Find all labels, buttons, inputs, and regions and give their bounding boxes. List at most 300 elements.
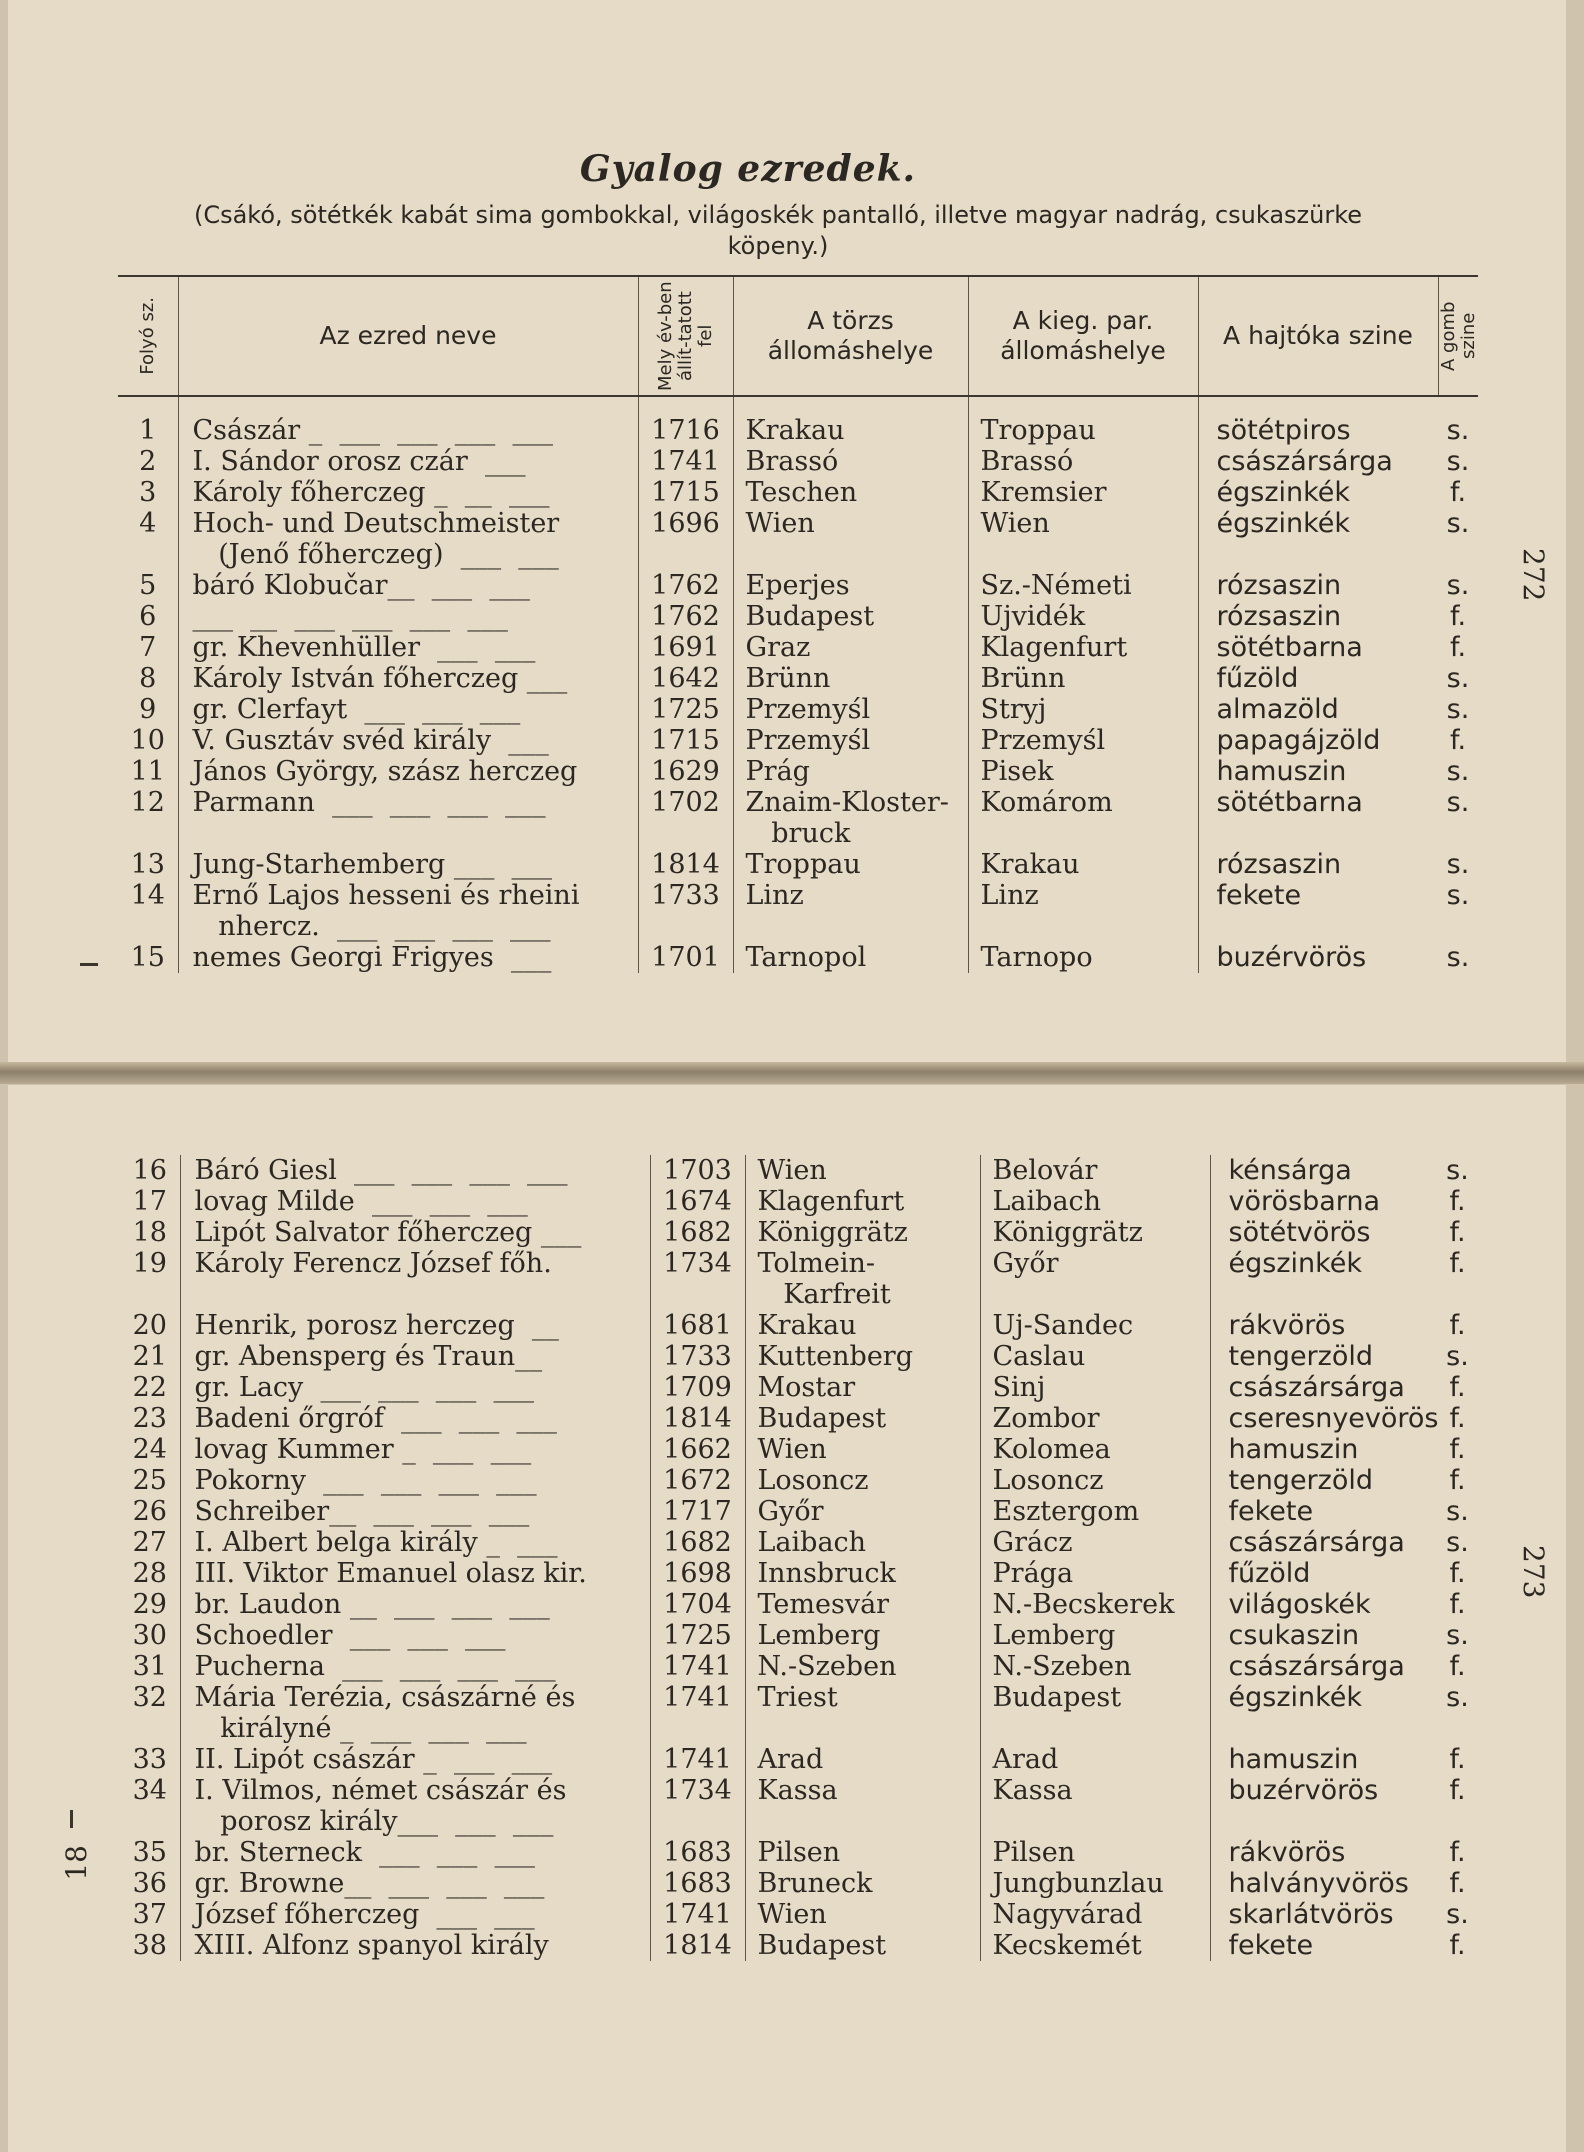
hq-station: Kuttenberg: [745, 1341, 980, 1372]
hq-station: Linz: [733, 880, 968, 942]
row-number: 35: [120, 1837, 180, 1868]
row-number: 25: [120, 1465, 180, 1496]
founding-year: 1814: [650, 1930, 745, 1961]
regiment-name: Károly főherczeg _ __ ___: [178, 477, 638, 508]
table-row: [120, 1620, 1480, 1651]
regiment-name: II. Lipót császár _ ___ ___: [180, 1744, 650, 1775]
regiment-name: Lipót Salvator főherczeg ___: [180, 1217, 650, 1248]
regiment-name: gr. Lacy ___ ___ ___ ___: [180, 1372, 650, 1403]
table-row: [118, 601, 1478, 632]
hq-station: Losoncz: [745, 1465, 980, 1496]
founding-year: 1642: [638, 663, 733, 694]
regiment-name: Károly Ferencz József főh.: [180, 1248, 650, 1310]
facing-color: cseresnyevörös: [1228, 1403, 1439, 1434]
reserve-station: Grácz: [980, 1527, 1210, 1558]
regiment-name: Badeni őrgróf ___ ___ ___: [180, 1403, 650, 1434]
button-color: f.: [1449, 1248, 1466, 1279]
facing-color: hamuszin: [1228, 1434, 1359, 1465]
facing-color: csukaszin: [1228, 1620, 1360, 1651]
facing-color: rákvörös: [1228, 1310, 1346, 1341]
founding-year: 1717: [650, 1496, 745, 1527]
button-color: f.: [1449, 1775, 1466, 1806]
reserve-station: Esztergom: [980, 1496, 1210, 1527]
button-color: s.: [1446, 756, 1470, 787]
row-number: 33: [120, 1744, 180, 1775]
button-color: f.: [1449, 477, 1467, 508]
hq-station: Königgrätz: [745, 1217, 980, 1248]
page-number-273: 273: [1517, 1545, 1550, 1599]
hq-station: Tarnopol: [733, 942, 968, 973]
reserve-station: Kolomea: [980, 1434, 1210, 1465]
facing-color: sötétbarna: [1216, 787, 1363, 818]
header-no: Folyó sz.: [118, 276, 178, 396]
regiment-name: gr. Abensperg és Traun__: [180, 1341, 650, 1372]
hq-station: Klagenfurt: [745, 1186, 980, 1217]
reserve-station: Belovár: [980, 1155, 1210, 1186]
facing-color: sötétpiros: [1216, 415, 1351, 446]
row-number: 2: [118, 446, 178, 477]
reserve-station: Jungbunzlau: [980, 1868, 1210, 1899]
book-fold: [0, 1062, 1584, 1084]
upper-page: [8, 0, 1566, 1070]
table-row: [120, 1775, 1480, 1837]
hq-station: Budapest: [745, 1930, 980, 1961]
reserve-station: Königgrätz: [980, 1217, 1210, 1248]
hq-station: Prág: [733, 756, 968, 787]
facing-color: császársárga: [1216, 446, 1393, 477]
row-number: 8: [118, 663, 178, 694]
row-number: 31: [120, 1651, 180, 1682]
hq-station: N.-Szeben: [745, 1651, 980, 1682]
button-color: s.: [1446, 1341, 1469, 1372]
hq-station: Troppau: [733, 849, 968, 880]
hq-station: Temesvár: [745, 1589, 980, 1620]
row-number: 21: [120, 1341, 180, 1372]
founding-year: 1725: [650, 1620, 745, 1651]
regiment-table-bottom: [120, 1155, 1481, 1961]
row-number: 27: [120, 1527, 180, 1558]
reserve-station: Pilsen: [980, 1837, 1210, 1868]
regiment-name: gr. Clerfayt ___ ___ ___: [178, 694, 638, 725]
table-row: [120, 1651, 1480, 1682]
facing-color: tengerzöld: [1228, 1341, 1373, 1372]
regiment-name: János György, szász herczeg: [178, 756, 638, 787]
button-color: f.: [1449, 1372, 1466, 1403]
button-color: s.: [1446, 849, 1470, 880]
table-row: [120, 1682, 1480, 1744]
header-name: Az ezred neve: [178, 276, 638, 396]
reserve-station: Komárom: [968, 787, 1198, 849]
reserve-station: Nagyvárad: [980, 1899, 1210, 1930]
table-row: [120, 1186, 1480, 1217]
reserve-station: Laibach: [980, 1186, 1210, 1217]
button-color: f.: [1449, 1868, 1466, 1899]
table-row: [118, 446, 1478, 477]
hq-station: Budapest: [745, 1403, 980, 1434]
button-color: f.: [1449, 1651, 1466, 1682]
table-row: [120, 1837, 1480, 1868]
header-res: A kieg. par. állomáshelye: [968, 276, 1198, 396]
row-number: 16: [120, 1155, 180, 1186]
reserve-station: Ujvidék: [968, 601, 1198, 632]
table-row: [120, 1403, 1480, 1434]
table-row: [120, 1372, 1480, 1403]
margin-mark-vertical: [70, 1810, 73, 1828]
founding-year: 1814: [650, 1403, 745, 1434]
row-number: 4: [118, 508, 178, 570]
founding-year: 1741: [650, 1651, 745, 1682]
hq-station: Krakau: [733, 415, 968, 446]
founding-year: 1734: [650, 1775, 745, 1837]
reserve-station: Sz.-Németi: [968, 570, 1198, 601]
facing-color: sötétvörös: [1228, 1217, 1371, 1248]
row-number: 26: [120, 1496, 180, 1527]
reserve-station: Budapest: [980, 1682, 1210, 1744]
hq-station: Tolmein- Karfreit: [745, 1248, 980, 1310]
reserve-station: Troppau: [968, 415, 1198, 446]
hq-station: Wien: [745, 1434, 980, 1465]
regiment-name: ___ __ ___ ___ ___ ___: [178, 601, 638, 632]
lower-page: [8, 1085, 1566, 2152]
founding-year: 1715: [638, 477, 733, 508]
regiment-name: lovag Milde ___ ___ ___: [180, 1186, 650, 1217]
founding-year: 1702: [638, 787, 733, 849]
hq-station: Arad: [745, 1744, 980, 1775]
founding-year: 1741: [650, 1744, 745, 1775]
button-color: s.: [1446, 1155, 1469, 1186]
row-number: 9: [118, 694, 178, 725]
founding-year: 1696: [638, 508, 733, 570]
facing-color: vörösbarna: [1228, 1186, 1381, 1217]
page-number-272: 272: [1517, 548, 1550, 602]
button-color: f.: [1449, 1930, 1466, 1961]
founding-year: 1698: [650, 1558, 745, 1589]
regiment-name: I. Sándor orosz czár ___: [178, 446, 638, 477]
facing-color: világoskék: [1228, 1589, 1371, 1620]
row-number: 15: [118, 942, 178, 973]
table-row: [120, 1248, 1480, 1310]
button-color: f.: [1449, 1558, 1466, 1589]
table-row: [118, 508, 1478, 570]
facing-color: rózsaszin: [1216, 601, 1342, 632]
table-row: [118, 632, 1478, 663]
page-subtitle: (Csákó, sötétkék kabát sima gombokkal, világoskék pantalló, illetve magyar nadrág, csukaszürke köpeny.): [193, 201, 1363, 260]
reserve-station: Pisek: [968, 756, 1198, 787]
reserve-station: Arad: [980, 1744, 1210, 1775]
regiment-name: Schoedler ___ ___ ___: [180, 1620, 650, 1651]
founding-year: 1741: [638, 446, 733, 477]
facing-color: almazöld: [1216, 694, 1339, 725]
table-row: [118, 477, 1478, 508]
header-year: Mely év-ben állít-tatott fel: [638, 276, 733, 396]
hq-station: Graz: [733, 632, 968, 663]
facing-color: fekete: [1216, 880, 1302, 911]
table-row: [120, 1899, 1480, 1930]
facing-color: rózsaszin: [1216, 849, 1342, 880]
row-number: 34: [120, 1775, 180, 1837]
facing-color: kénsárga: [1228, 1155, 1352, 1186]
button-color: f.: [1449, 1310, 1466, 1341]
button-color: s.: [1446, 1682, 1469, 1713]
hq-station: Triest: [745, 1682, 980, 1744]
reserve-station: Przemyśl: [968, 725, 1198, 756]
regiment-name: Ernő Lajos hesseni és rheini nhercz. ___ ___ ___ ___: [178, 880, 638, 942]
table-row: [118, 663, 1478, 694]
regiment-name: József főherczeg ___ ___: [180, 1899, 650, 1930]
hq-station: Laibach: [745, 1527, 980, 1558]
page-number-18: 18: [60, 1845, 93, 1881]
hq-station: Pilsen: [745, 1837, 980, 1868]
facing-color: császársárga: [1228, 1651, 1405, 1682]
hq-station: Innsbruck: [745, 1558, 980, 1589]
table-row: [118, 694, 1478, 725]
button-color: f.: [1449, 1186, 1466, 1217]
button-color: s.: [1446, 570, 1470, 601]
founding-year: 1701: [638, 942, 733, 973]
row-number: 17: [120, 1186, 180, 1217]
facing-color: égszinkék: [1228, 1248, 1363, 1279]
table-row: [120, 1341, 1480, 1372]
row-number: 6: [118, 601, 178, 632]
reserve-station: Győr: [980, 1248, 1210, 1310]
table-row: [118, 849, 1478, 880]
table-row: [118, 570, 1478, 601]
reserve-station: Kassa: [980, 1775, 1210, 1837]
table-row: [118, 725, 1478, 756]
regiment-name: V. Gusztáv svéd király ___: [178, 725, 638, 756]
hq-station: Budapest: [733, 601, 968, 632]
table-row: [120, 1217, 1480, 1248]
founding-year: 1734: [650, 1248, 745, 1310]
table-row: [120, 1558, 1480, 1589]
hq-station: Kassa: [745, 1775, 980, 1837]
button-color: s.: [1446, 415, 1470, 446]
founding-year: 1762: [638, 570, 733, 601]
row-number: 30: [120, 1620, 180, 1651]
facing-color: fűzöld: [1216, 663, 1299, 694]
facing-color: halványvörös: [1228, 1868, 1409, 1899]
regiment-name: lovag Kummer _ ___ ___: [180, 1434, 650, 1465]
table-row: [118, 880, 1478, 942]
table-row: [120, 1155, 1480, 1186]
founding-year: 1733: [638, 880, 733, 942]
margin-mark: [80, 963, 98, 966]
row-number: 13: [118, 849, 178, 880]
founding-year: 1762: [638, 601, 733, 632]
facing-color: hamuszin: [1228, 1744, 1359, 1775]
button-color: f.: [1449, 725, 1467, 756]
regiment-name: Henrik, porosz herczeg __: [180, 1310, 650, 1341]
reserve-station: Linz: [968, 880, 1198, 942]
founding-year: 1741: [650, 1899, 745, 1930]
button-color: s.: [1446, 1620, 1469, 1651]
founding-year: 1662: [650, 1434, 745, 1465]
button-color: f.: [1449, 1744, 1466, 1775]
hq-station: Brassó: [733, 446, 968, 477]
row-number: 10: [118, 725, 178, 756]
table-row: [120, 1527, 1480, 1558]
button-color: f.: [1449, 1217, 1466, 1248]
row-number: 20: [120, 1310, 180, 1341]
table-row: [118, 787, 1478, 849]
reserve-station: Klagenfurt: [968, 632, 1198, 663]
hq-station: Wien: [745, 1155, 980, 1186]
button-color: f.: [1449, 632, 1467, 663]
row-number: 32: [120, 1682, 180, 1744]
button-color: s.: [1446, 1527, 1469, 1558]
founding-year: 1741: [650, 1682, 745, 1744]
reserve-station: Caslau: [980, 1341, 1210, 1372]
row-number: 36: [120, 1868, 180, 1899]
hq-station: Teschen: [733, 477, 968, 508]
table-row: [120, 1465, 1480, 1496]
founding-year: 1683: [650, 1837, 745, 1868]
reserve-station: Brünn: [968, 663, 1198, 694]
regiment-name: I. Vilmos, német császár és porosz király___ ___ ___: [180, 1775, 650, 1837]
button-color: s.: [1446, 787, 1470, 818]
regiment-name: Károly István főherczeg ___: [178, 663, 638, 694]
hq-station: Brünn: [733, 663, 968, 694]
reserve-station: N.-Szeben: [980, 1651, 1210, 1682]
regiment-name: gr. Browne__ ___ ___ ___: [180, 1868, 650, 1899]
facing-color: császársárga: [1228, 1372, 1405, 1403]
facing-color: rózsaszin: [1216, 570, 1342, 601]
row-number: 18: [120, 1217, 180, 1248]
row-number: 37: [120, 1899, 180, 1930]
row-number: 3: [118, 477, 178, 508]
reserve-station: Wien: [968, 508, 1198, 570]
reserve-station: Kecskemét: [980, 1930, 1210, 1961]
table-row: [120, 1744, 1480, 1775]
button-color: s.: [1446, 880, 1470, 911]
row-number: 1: [118, 415, 178, 446]
hq-station: Bruneck: [745, 1868, 980, 1899]
button-color: s.: [1446, 1496, 1469, 1527]
regiment-name: III. Viktor Emanuel olasz kir.: [180, 1558, 650, 1589]
button-color: s.: [1446, 508, 1470, 539]
row-number: 28: [120, 1558, 180, 1589]
regiment-name: Pokorny ___ ___ ___ ___: [180, 1465, 650, 1496]
reserve-station: Kremsier: [968, 477, 1198, 508]
button-color: s.: [1446, 663, 1470, 694]
table-row: [118, 415, 1478, 446]
header-facing: A hajtóka szine: [1198, 276, 1438, 396]
button-color: f.: [1449, 1589, 1466, 1620]
table-row: [120, 1496, 1480, 1527]
founding-year: 1674: [650, 1186, 745, 1217]
facing-color: császársárga: [1228, 1527, 1405, 1558]
facing-color: égszinkék: [1216, 477, 1351, 508]
reserve-station: Zombor: [980, 1403, 1210, 1434]
reserve-station: Stryj: [968, 694, 1198, 725]
regiment-name: Pucherna ___ ___ ___ ___: [180, 1651, 650, 1682]
facing-color: fekete: [1228, 1496, 1314, 1527]
table-row: [120, 1589, 1480, 1620]
facing-color: fekete: [1228, 1930, 1314, 1961]
row-number: 5: [118, 570, 178, 601]
row-number: 23: [120, 1403, 180, 1434]
button-color: f.: [1449, 1465, 1466, 1496]
facing-color: rákvörös: [1228, 1837, 1346, 1868]
founding-year: 1704: [650, 1589, 745, 1620]
button-color: f.: [1449, 601, 1467, 632]
facing-color: skarlátvörös: [1228, 1899, 1394, 1930]
founding-year: 1681: [650, 1310, 745, 1341]
row-number: 29: [120, 1589, 180, 1620]
hq-station: Lemberg: [745, 1620, 980, 1651]
reserve-station: Losoncz: [980, 1465, 1210, 1496]
regiment-name: Schreiber__ ___ ___ ___: [180, 1496, 650, 1527]
facing-color: tengerzöld: [1228, 1465, 1373, 1496]
founding-year: 1683: [650, 1868, 745, 1899]
facing-color: égszinkék: [1216, 508, 1351, 539]
regiment-name: Császár _ ___ ___ ___ ___: [178, 415, 638, 446]
facing-color: sötétbarna: [1216, 632, 1363, 663]
header-button: A gomb szine: [1438, 276, 1478, 396]
founding-year: 1715: [638, 725, 733, 756]
table-row: [120, 1868, 1480, 1899]
reserve-station: Brassó: [968, 446, 1198, 477]
table-row: [120, 1930, 1480, 1961]
reserve-station: Prága: [980, 1558, 1210, 1589]
hq-station: Krakau: [745, 1310, 980, 1341]
facing-color: égszinkék: [1228, 1682, 1363, 1713]
regiment-name: nemes Georgi Frigyes ___: [178, 942, 638, 973]
button-color: f.: [1449, 1837, 1466, 1868]
regiment-name: br. Laudon __ ___ ___ ___: [180, 1589, 650, 1620]
table-row: [120, 1310, 1480, 1341]
regiment-table-top: [118, 275, 1478, 973]
row-number: 24: [120, 1434, 180, 1465]
founding-year: 1709: [650, 1372, 745, 1403]
row-number: 14: [118, 880, 178, 942]
facing-color: fűzöld: [1228, 1558, 1311, 1589]
row-number: 11: [118, 756, 178, 787]
facing-color: buzérvörös: [1228, 1775, 1379, 1806]
hq-station: Przemyśl: [733, 725, 968, 756]
button-color: s.: [1446, 942, 1470, 973]
header-hq: A törzs állomáshelye: [733, 276, 968, 396]
regiment-name: br. Sterneck ___ ___ ___: [180, 1837, 650, 1868]
founding-year: 1682: [650, 1527, 745, 1558]
row-number: 38: [120, 1930, 180, 1961]
hq-station: Przemyśl: [733, 694, 968, 725]
hq-station: Znaim-Kloster- bruck: [733, 787, 968, 849]
founding-year: 1682: [650, 1217, 745, 1248]
founding-year: 1814: [638, 849, 733, 880]
regiment-name: XIII. Alfonz spanyol király: [180, 1930, 650, 1961]
row-number: 19: [120, 1248, 180, 1310]
regiment-name: Báró Giesl ___ ___ ___ ___: [180, 1155, 650, 1186]
founding-year: 1716: [638, 415, 733, 446]
reserve-station: Tarnopo: [968, 942, 1198, 973]
founding-year: 1703: [650, 1155, 745, 1186]
reserve-station: N.-Becskerek: [980, 1589, 1210, 1620]
table-row: [118, 756, 1478, 787]
row-number: 12: [118, 787, 178, 849]
hq-station: Wien: [733, 508, 968, 570]
regiment-name: Mária Terézia, császárné és királyné _ ___ ___ ___: [180, 1682, 650, 1744]
founding-year: 1672: [650, 1465, 745, 1496]
founding-year: 1733: [650, 1341, 745, 1372]
facing-color: papagájzöld: [1216, 725, 1381, 756]
button-color: s.: [1446, 694, 1470, 725]
hq-station: Győr: [745, 1496, 980, 1527]
button-color: s.: [1446, 446, 1470, 477]
row-number: 22: [120, 1372, 180, 1403]
regiment-name: Hoch- und Deutschmeister (Jenő főherczeg) ___ ___: [178, 508, 638, 570]
facing-color: hamuszin: [1216, 756, 1347, 787]
